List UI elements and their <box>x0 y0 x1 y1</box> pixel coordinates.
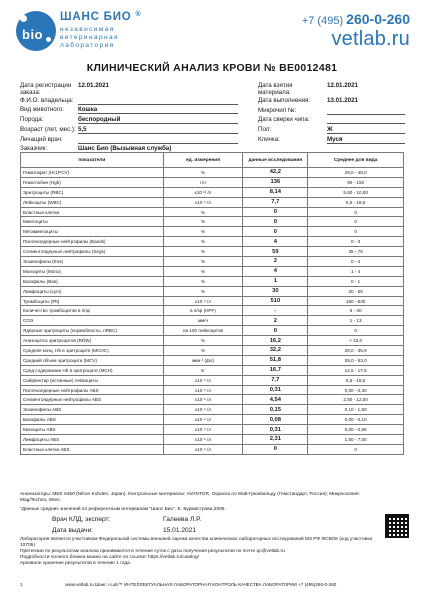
results-table <box>20 152 404 455</box>
cell-unit: пг <box>163 365 243 375</box>
page-number: 1 <box>20 582 23 587</box>
cell-value: 59 <box>243 247 308 257</box>
cell-parameter: Сейрвентир (истинные) лейкоциты <box>21 375 164 385</box>
lab-logo <box>16 11 56 51</box>
table-row <box>21 286 404 296</box>
header-parameter: показатели <box>21 153 164 168</box>
cell-parameter: Палочкоядерные нейтрофилы (Bands) <box>21 237 164 247</box>
cell-reference: 0 <box>308 326 404 336</box>
table-row <box>21 405 404 415</box>
table-row <box>21 355 404 365</box>
table-row <box>21 217 404 227</box>
cell-parameter: Эритроциты (RBC) <box>21 187 164 197</box>
cell-unit: % <box>163 207 243 217</box>
cell-reference: 0 - 3 <box>308 237 404 247</box>
cell-parameter: Средняя конц. Hb в эритроците (MCHC) <box>21 346 164 356</box>
cell-reference: 0 <box>308 207 404 217</box>
nickname-underline <box>327 143 405 144</box>
cell-value: 32,2 <box>243 346 308 356</box>
brand-line-2: ветеринарная <box>60 34 119 41</box>
table-row <box>21 444 404 454</box>
cell-reference: 0 - 4 <box>308 257 404 267</box>
cell-unit: % <box>163 336 243 346</box>
cell-unit: x10 ¹² /л <box>163 187 243 197</box>
cell-unit: % <box>163 346 243 356</box>
cell-parameter: Эозинофилы (Eos) <box>21 257 164 267</box>
cell-parameter: СОЭ <box>21 316 164 326</box>
cell-value: 510 <box>243 296 308 306</box>
doctor-label: Лечащий врач: <box>20 136 63 143</box>
cell-reference: 0,00 - 0,85 <box>308 425 404 435</box>
table-row <box>21 306 404 316</box>
cell-parameter: Палочкоядерные нейтрофилы ABS <box>21 385 164 395</box>
cell-value: 30 <box>243 286 308 296</box>
table-row <box>21 316 404 326</box>
cell-value: 0 <box>243 227 308 237</box>
phone[interactable] <box>302 11 410 27</box>
cell-parameter: Лимфоциты ABS <box>21 435 164 445</box>
cell-parameter: Моноциты ABS <box>21 425 164 435</box>
cell-parameter: Лимфоциты (Lym) <box>21 286 164 296</box>
table-row <box>21 336 404 346</box>
brand-name <box>60 11 142 23</box>
page-footer-text: www.vetlab.ru Шанс i-Lab™ ИНТЕЛЛЕКТУАЛЬНАЯ ЛАБОРАТОРНАЯ КОНТРОЛЬ КАЧЕСТВА ЛАБОРАТОРИИ +7 (495)260-0-260 <box>65 582 337 587</box>
cell-value: - <box>243 306 308 316</box>
table-row <box>21 415 404 425</box>
cell-value: 0,31 <box>243 425 308 435</box>
cell-reference: 12,5 - 17,5 <box>308 365 404 375</box>
cell-unit: % <box>163 257 243 267</box>
client-value: Шанс Био (Вызывная служба) <box>78 145 172 152</box>
table-row <box>21 395 404 405</box>
cell-unit: x10 ⁹ /л <box>163 375 243 385</box>
reg-date-label: Дата регистрации заказа: <box>20 82 72 97</box>
cell-value: 0,08 <box>243 415 308 425</box>
table-row <box>21 177 404 187</box>
age-label: Возраст (лет, мес.): <box>20 126 76 133</box>
chip-check-underline <box>327 123 405 124</box>
phone-prefix: +7 (495) <box>301 15 344 27</box>
table-row <box>21 266 404 276</box>
results-body <box>21 168 404 455</box>
table-row <box>21 326 404 336</box>
cell-unit: x10 ⁹ /л <box>163 296 243 306</box>
cell-parameter: Бластные клетки ABS <box>21 444 164 454</box>
cell-value: 51,8 <box>243 355 308 365</box>
cell-reference: 0,00 - 0,30 <box>308 385 404 395</box>
nickname-value: Муся <box>327 136 343 143</box>
document-title: КЛИНИЧЕСКИЙ АНАЛИЗ КРОВИ № BE0012481 <box>86 62 338 74</box>
cell-reference: 5,5 - 18,5 <box>308 197 404 207</box>
table-row <box>21 276 404 286</box>
cell-reference: 0,00 - 0,10 <box>308 415 404 425</box>
cell-value: 0 <box>243 207 308 217</box>
cell-parameter: Базофилы (Bas) <box>21 276 164 286</box>
cell-reference: 1 - 13 <box>308 316 404 326</box>
table-header-row <box>21 153 404 168</box>
cell-value: 4 <box>243 266 308 276</box>
cell-unit: % <box>163 276 243 286</box>
cell-reference: < 22,0 <box>308 336 404 346</box>
cell-reference: 20 - 55 <box>308 286 404 296</box>
table-row <box>21 257 404 267</box>
cell-parameter: Базофилы ABS <box>21 415 164 425</box>
cell-value: 0 <box>243 444 308 454</box>
cell-reference: 0 <box>308 227 404 237</box>
table-row <box>21 227 404 237</box>
cell-parameter: Ядерные эритроциты (нормобласты, nRBC) <box>21 326 164 336</box>
owner-underline <box>78 104 238 105</box>
cell-reference: 2,50 - 12,50 <box>308 395 404 405</box>
logo-text: bio <box>22 27 43 42</box>
sex-label: Пол: <box>258 126 272 133</box>
cell-reference: 28,0 - 35,8 <box>308 346 404 356</box>
website-link[interactable]: vetlab.ru <box>331 28 410 50</box>
issued-label: Дата выдачи: <box>52 527 93 534</box>
reference-note: *Данные средних значений по референтным интервалам "Шанс Био", Е. Бурмистрова,2009. <box>20 507 226 512</box>
cell-parameter: Средний объем эритроцита (MCV) <box>21 355 164 365</box>
cell-unit: мкм ³ (фл) <box>163 355 243 365</box>
page-footer <box>20 582 410 587</box>
qr-code <box>385 514 409 538</box>
cell-value: 136 <box>243 177 308 187</box>
reg-date-value: 12.01.2021 <box>78 82 109 89</box>
cell-unit: в п/зр (HPF) <box>163 306 243 316</box>
cell-value: 0,15 <box>243 405 308 415</box>
cell-reference: 0 - 1 <box>308 276 404 286</box>
cell-value: 42,2 <box>243 168 308 178</box>
cell-unit: x10 ⁹ /л <box>163 415 243 425</box>
cell-parameter: Гематокрит (Hct,PCV) <box>21 168 164 178</box>
table-row <box>21 385 404 395</box>
cell-unit: % <box>163 286 243 296</box>
kld-name: Галеева Л.Р. <box>163 516 202 523</box>
cell-unit: x10 ⁹ /л <box>163 435 243 445</box>
breed-label: Порода: <box>20 116 44 123</box>
details-note: Подробности полного бланка можно на сайте по ссылке: https://vetlab.ru/catalog/ <box>20 555 199 560</box>
cell-value: 7,7 <box>243 197 308 207</box>
cell-reference: 29,0 - 48,0 <box>308 168 404 178</box>
animal-label: Вид животного: <box>20 106 65 113</box>
cell-value: 16,2 <box>243 336 308 346</box>
cell-parameter: Тромбоциты (Plt) <box>21 296 164 306</box>
table-row <box>21 237 404 247</box>
cell-reference: 90 - 150 <box>308 177 404 187</box>
cell-value: 0 <box>243 217 308 227</box>
archive-note: Архивное хранение результатов в течение 1 года. <box>20 561 132 566</box>
cell-reference: 1 - 4 <box>308 266 404 276</box>
cell-parameter: Количество тромбоцитов в п/зр <box>21 306 164 316</box>
chip-label: Микрочип №: <box>258 107 297 114</box>
breed-underline <box>78 123 238 124</box>
cell-parameter: Лейкоциты (WBC) <box>21 197 164 207</box>
phone-number: 260-0-260 <box>346 11 410 27</box>
cell-unit: % <box>163 227 243 237</box>
cell-value: 0 <box>243 326 308 336</box>
cell-parameter: Бластные клетки <box>21 207 164 217</box>
age-underline <box>78 133 238 134</box>
cell-value: 4 <box>243 237 308 247</box>
cell-value: 0,31 <box>243 385 308 395</box>
chip-check-label: Дата сверки чипа: <box>258 116 310 123</box>
cell-reference: 39,0 - 53,0 <box>308 355 404 365</box>
header-unit: ед. измерения <box>163 153 243 168</box>
cell-value: 4,54 <box>243 395 308 405</box>
cell-value: 2,31 <box>243 435 308 445</box>
table-row <box>21 435 404 445</box>
doctor-underline <box>78 143 238 144</box>
cell-value: 16,7 <box>243 365 308 375</box>
animal-underline <box>78 113 238 114</box>
table-row <box>21 168 404 178</box>
cell-reference: 0 <box>308 217 404 227</box>
client-label: Заказчик: <box>20 145 48 152</box>
cell-parameter: Сегментоядерные нейтрофилы ABS <box>21 395 164 405</box>
cell-reference: 6 - 30 <box>308 306 404 316</box>
cell-parameter: Сред содержание Hb в эритроците (MCH) <box>21 365 164 375</box>
table-row <box>21 346 404 356</box>
quality-note: Лаборатория является участником Федеральной системы внешней оценки качества клинических лабораторных исследований МЗ РФ ФСВОК (код участника 10705) <box>20 537 373 548</box>
brand-name-text: ШАНС БИО <box>60 11 132 23</box>
cell-unit: x10 ⁹ /л <box>163 395 243 405</box>
analyzers-note: Анализаторы: MEK 6450 (Nihon Kohden, Japan). Контрольные материалы: AVANTOR, Окраска по Май-Грюнвальду (Гемстандарт, Россия); Микроскопия: Mag/Techno, Wien. <box>20 492 360 503</box>
cell-unit: x10 ⁹ /л <box>163 425 243 435</box>
table-row <box>21 296 404 306</box>
cell-unit: x10 ⁹ /л <box>163 385 243 395</box>
chip-underline <box>327 114 405 115</box>
cell-value: 7,7 <box>243 375 308 385</box>
brand-line-3: лаборатория <box>60 42 115 49</box>
table-row <box>21 365 404 375</box>
header-reference: Среднее для вида <box>308 153 404 168</box>
cell-unit: г/л <box>163 177 243 187</box>
brand-line-1: независимая <box>60 26 115 33</box>
cell-reference: 0,10 - 1,50 <box>308 405 404 415</box>
cell-parameter: Моноциты (Mono) <box>21 266 164 276</box>
cell-parameter: Сегментоядерные нейтрофилы (Segs) <box>21 247 164 257</box>
cell-reference: 5,5 - 18,5 <box>308 375 404 385</box>
cell-unit: % <box>163 217 243 227</box>
cell-reference: 1,50 - 7,00 <box>308 435 404 445</box>
sex-value: Ж <box>327 126 333 133</box>
sex-underline <box>327 133 405 134</box>
claims-note: Претензии по результатам анализа принимаются в течение суток с даты получения результатов по почте qc@vetlab.ru <box>20 549 285 554</box>
owner-label: Ф.И.О. владельца: <box>20 97 74 104</box>
table-row <box>21 247 404 257</box>
cell-unit: x10 ⁹ /л <box>163 197 243 207</box>
done-date-value: 13.01.2021 <box>327 97 358 104</box>
table-row <box>21 197 404 207</box>
cell-parameter: Эозинофилы ABS <box>21 405 164 415</box>
age-value: 5,5 <box>78 126 87 133</box>
cell-parameter: Миелоциты <box>21 217 164 227</box>
cell-value: 1 <box>243 276 308 286</box>
cell-unit: % <box>163 247 243 257</box>
cell-reference: 5,60 - 10,00 <box>308 187 404 197</box>
cell-unit: на 100 лейкоцитов <box>163 326 243 336</box>
cell-parameter: Метамиелоциты <box>21 227 164 237</box>
registered-mark: ® <box>135 11 142 18</box>
header-value: данные исследования <box>243 153 308 168</box>
cell-unit: x10 ⁹ /л <box>163 405 243 415</box>
cell-value: 2 <box>243 257 308 267</box>
cell-reference: 0 <box>308 444 404 454</box>
table-row <box>21 425 404 435</box>
sample-date-label: Дата взятия материала: <box>258 82 293 97</box>
cell-reference: 35 - 75 <box>308 247 404 257</box>
cell-parameter: Гемоглобин (Hgb) <box>21 177 164 187</box>
cell-unit: мм/ч <box>163 316 243 326</box>
table-row <box>21 375 404 385</box>
cell-reference: 160 - 630 <box>308 296 404 306</box>
cell-unit: x10 ⁹ /л <box>163 444 243 454</box>
table-row <box>21 187 404 197</box>
issued-date: 15.01.2021 <box>163 527 197 534</box>
cell-value: 8,14 <box>243 187 308 197</box>
cell-parameter: Анизоцитоз эритроцитов (RDW) <box>21 336 164 346</box>
done-date-label: Дата выполнения: <box>258 97 311 104</box>
kld-label: Врач КЛД, эксперт: <box>52 516 111 523</box>
table-row <box>21 207 404 217</box>
animal-value: Кошка <box>78 106 98 113</box>
breed-value: беспородный <box>78 116 121 123</box>
cell-unit: % <box>163 266 243 276</box>
cell-unit: % <box>163 237 243 247</box>
nickname-label: Кличка: <box>258 136 280 143</box>
sample-date-value: 12.01.2021 <box>327 82 358 89</box>
cell-unit: % <box>163 168 243 178</box>
cell-value: 2 <box>243 316 308 326</box>
